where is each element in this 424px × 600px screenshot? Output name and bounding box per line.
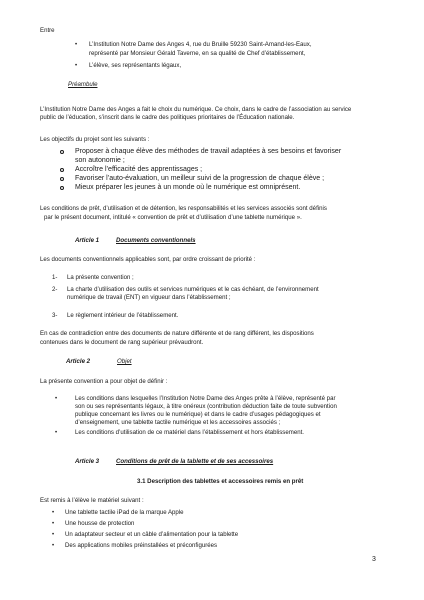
article1-item-cont: numérique de travail (ENT) en vigueur dans l’établissement ; [67, 294, 231, 301]
article3-intro: Est remis à l’élève le matériel suivant : [40, 497, 144, 504]
objectifs-intro: Les objectifs du projet sont les suivants : [40, 136, 150, 143]
page-number: 3 [372, 556, 376, 563]
article2-bullet1-line: son ou ses représentants légaux, à titre onéreux (contribution déduction faite de toute subvention [75, 403, 337, 410]
contradiction-line2: contenues dans le document de rang supérieur prévaudront. [40, 339, 204, 346]
bullet-icon: • [75, 63, 78, 69]
material-item: Une tablette tactile iPad de la marque Apple [65, 509, 184, 516]
objectif-item: Mieux préparer les jeunes à un monde où le numérique est omniprésent. [75, 184, 301, 191]
party-student: L’élève, ses représentants légaux, [89, 62, 182, 69]
bullet-icon: • [55, 396, 58, 402]
bullet-icon: • [52, 532, 55, 538]
article1-label: Article 1 [75, 237, 100, 244]
material-item: Une housse de protection [65, 520, 135, 527]
list-number: 1- [52, 274, 58, 281]
circle-bullet-icon [60, 186, 64, 190]
entre-label: Entre [40, 27, 55, 34]
objectif-item-cont: son autonomie ; [75, 157, 125, 164]
preambule-line2: public de l’éducation, s’inscrit dans le cadre des politiques prioritaires de l’Éducation nationale. [40, 114, 295, 121]
preambule-title: Préambule [68, 81, 98, 88]
conditions-line1: Les conditions de prêt, d’utilisation et de détention, les responsabilités et les services associés sont définis [40, 205, 327, 212]
article2-title: Objet [117, 358, 132, 365]
material-item: Des applications mobiles préinstallées et préconfigurées [65, 542, 218, 549]
party-institution-line1: L’Institution Notre Dame des Anges 4, rue du Bruille 59230 Saint-Amand-les-Eaux, [89, 41, 312, 48]
circle-bullet-icon [60, 177, 64, 181]
objectif-item: Proposer à chaque élève des méthodes de travail adaptées à ses besoins et favoriser [75, 148, 342, 155]
conditions-line2: par le présent document, intitulé « convention de prêt et d’utilisation d’une tablette numérique ». [44, 214, 302, 221]
bullet-icon: • [52, 521, 55, 527]
article2-bullet1-line: publique concernant les livres ou le numérique) et dans le cadre d’usages pédagogiques et [75, 411, 321, 418]
party-institution-line2: représenté par Monsieur Gérald Taverne, en sa qualité de Chef d’établissement, [89, 50, 306, 57]
list-number: 3- [52, 312, 58, 319]
contradiction-line1: En cas de contradiction entre des documents de nature différente et de rang différent, les dispositions [40, 330, 314, 337]
article2-label: Article 2 [66, 358, 91, 365]
objectif-item: Favoriser l’auto-évaluation, un meilleur suivi de la progression de chaque élève ; [75, 175, 325, 182]
bullet-icon: • [52, 543, 55, 549]
list-number: 2- [52, 286, 58, 293]
article1-item: Le règlement intérieur de l’établissement. [67, 312, 179, 319]
article1-intro: Les documents conventionnels applicables sont, par ordre croissant de priorité : [40, 256, 256, 263]
article1-item: La présente convention ; [67, 274, 134, 281]
preambule-line1: L’Institution Notre Dame des Anges a fait le choix du numérique. Ce choix, dans le cadre de l’association au service [40, 106, 352, 113]
article2-bullet2: Les conditions d’utilisation de ce matériel dans l’établissement et hors établissement. [75, 429, 304, 436]
article3-subtitle: 3.1 Description des tablettes et accessoires remis en prêt [137, 478, 304, 485]
article3-title: Conditions de prêt de la tablette et de ses accessoires [116, 458, 274, 465]
objectif-item: Accroître l’efficacité des apprentissages ; [75, 166, 203, 173]
article1-title: Documents conventionnels [116, 237, 196, 244]
article2-bullet1-line: d’enseignement, une tablette tactile numérique et les accessoires associés ; [75, 419, 281, 426]
article2-intro: La présente convention a pour objet de définir : [40, 378, 168, 385]
article3-label: Article 3 [75, 458, 100, 465]
article2-bullet1-line: Les conditions dans lesquelles l’Institution Notre Dame des Anges prête à l’élève, représenté par [75, 395, 336, 402]
bullet-icon: • [55, 430, 58, 436]
article1-item: La charte d’utilisation des outils et services numériques et le cas échéant, de l’environnement [67, 286, 319, 293]
circle-bullet-icon [60, 150, 64, 154]
bullet-icon: • [52, 510, 55, 516]
bullet-icon: • [75, 42, 78, 48]
circle-bullet-icon [60, 168, 64, 172]
material-item: Un adaptateur secteur et un câble d’alimentation pour la tablette [65, 531, 239, 538]
